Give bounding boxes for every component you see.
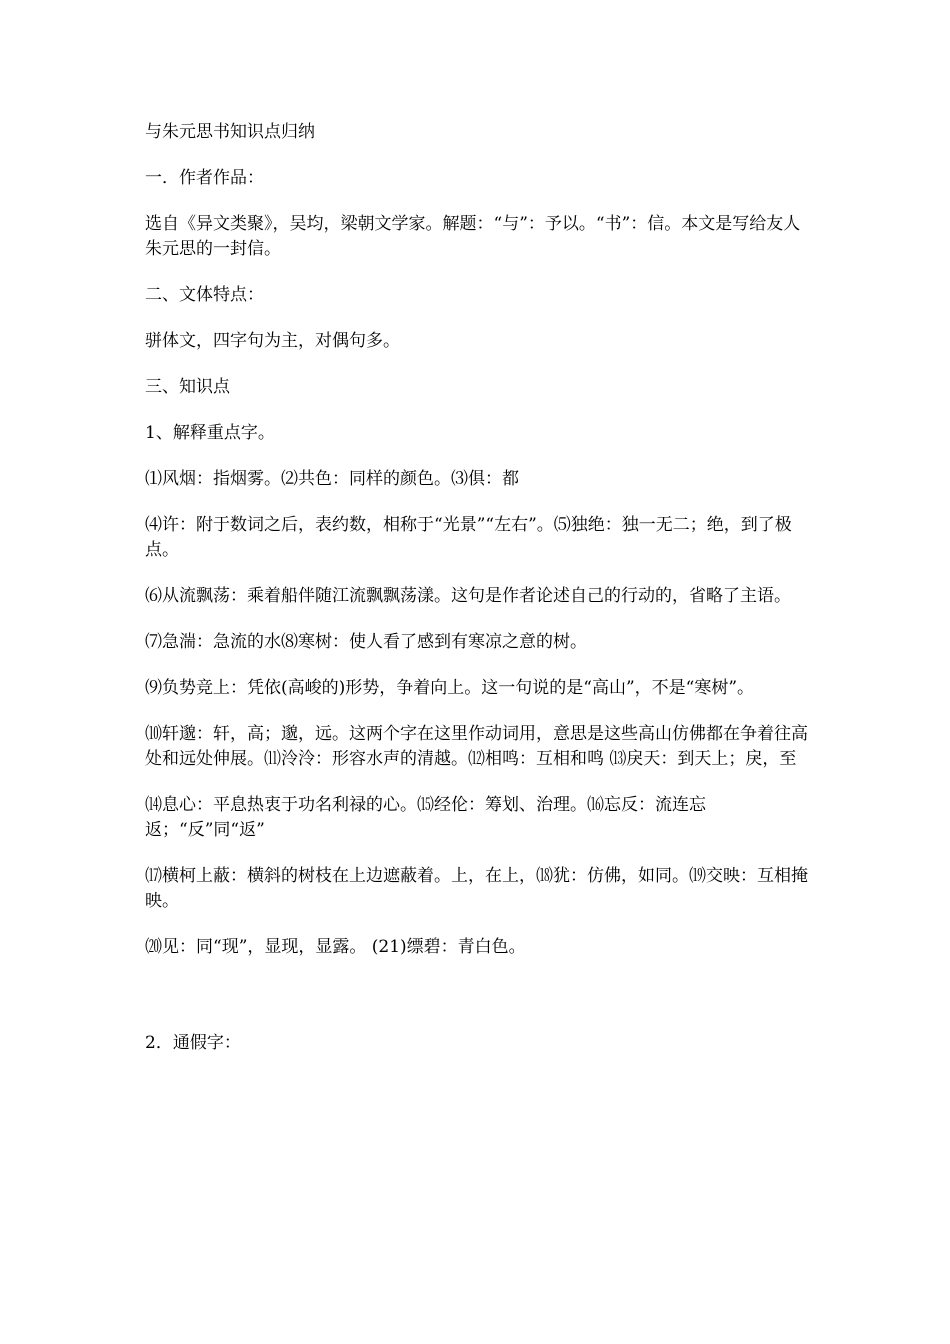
section-heading-style: 二、文体特点： [145,285,264,305]
list-item: ⒇见：同“现”，显现，显露。 (21)缥碧：青白色。 [145,937,526,957]
list-item: ⑽轩邈：轩，高；邈，远。这两个字在这里作动词用，意思是这些高山仿佛都在争着往高处和远处伸展。⑾泠泠：形容水声的清越。⑿相鸣：互相和鸣 ⒀戾天：到天上；戾，至 [145,724,808,769]
subsection-heading-key-words: 1、解释重点字。 [145,423,275,443]
list-item: ⒄横柯上蔽：横斜的树枝在上边遮蔽着。上，在上，⒅犹：仿佛，如同。⒆交映：互相掩映。 [145,866,808,911]
document-title: 与朱元思书知识点归纳 [145,122,315,142]
list-item: ⑹从流飘荡：乘着船伴随江流飘飘荡漾。这句是作者论述自己的行动的，省略了主语。 [145,586,791,606]
section-heading-author: 一．作者作品： [145,168,264,188]
list-item: ⑷许：附于数词之后，表约数，相称于“光景”“左右”。⑸独绝：独一无二；绝，到了极点。 [145,515,792,560]
list-item: ⒁息心：平息热衷于功名利禄的心。⒂经伦：筹划、治理。⒃忘反：流连忘返；“反”同“返” [145,795,706,840]
subsection-heading-loan-characters: 2．通假字： [145,1033,241,1053]
list-item: ⑴风烟：指烟雾。⑵共色：同样的颜色。⑶俱：都 [145,469,519,489]
section-body-style: 骈体文，四字句为主，对偶句多。 [145,331,400,351]
section-heading-knowledge: 三、知识点 [145,377,230,397]
section-body-author: 选自《异文类聚》，吴均，梁朝文学家。解题：“与”：予以。“书”：信。本文是写给友人朱元思的一封信。 [145,214,801,259]
blank-space [145,981,815,1031]
list-item: ⑼负势竞上：凭依(高峻的)形势，争着向上。这一句说的是“高山”，不是“寒树”。 [145,678,755,698]
list-item: ⑺急湍：急流的水⑻寒树：使人看了感到有寒凉之意的树。 [145,632,587,652]
document-page [145,120,815,1077]
